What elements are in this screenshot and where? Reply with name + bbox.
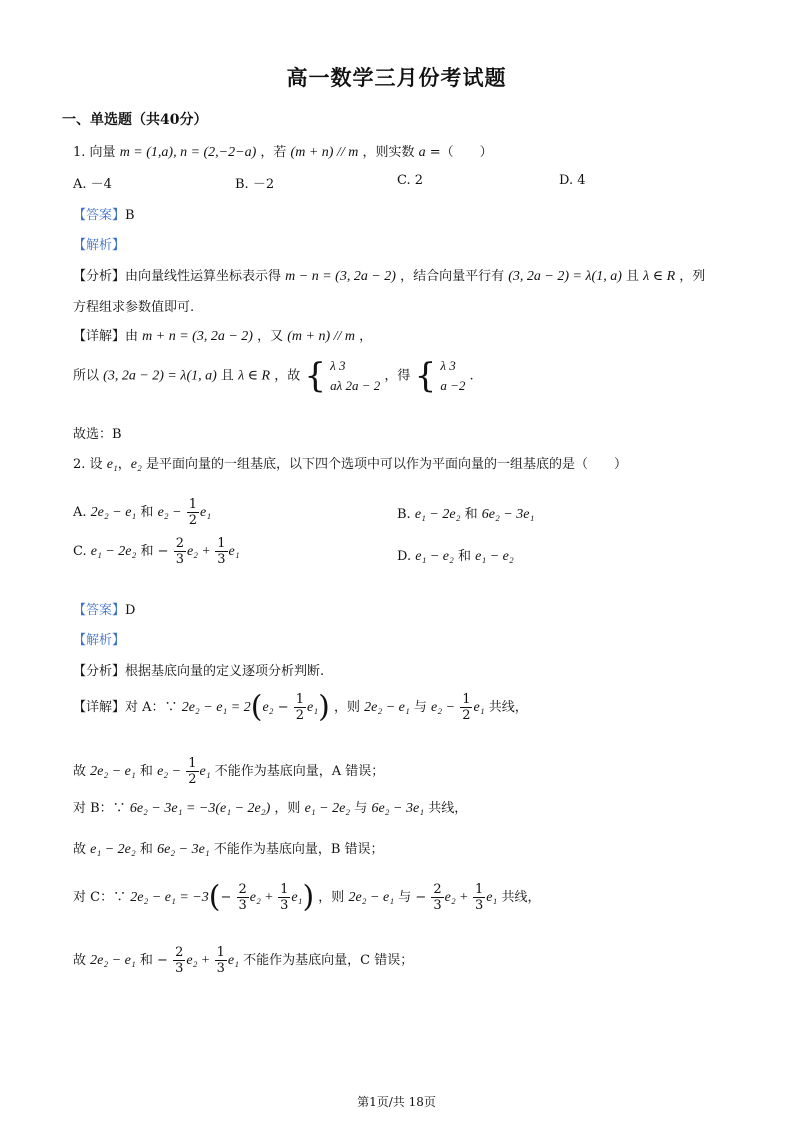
- q1-xiangjie: 【详解】由 m + n = (3, 2a − 2) ，又 (m + n) // m ，: [73, 329, 373, 344]
- q2-analysis-tag: 【解析】: [73, 633, 126, 648]
- equation-system-2: λ 3 a −2: [440, 358, 466, 393]
- q2-option-b: B. e₁ − 2e₂ 和 6e₂ − 3e₁: [397, 507, 535, 522]
- q2-option-a: A. 2e₂ − e₁ 和 e₂ − $\frac{1}{2}$ e₁: [73, 497, 212, 528]
- q2-answer: 【答案】D: [73, 603, 136, 618]
- q1-option-c: C. 2: [397, 173, 424, 188]
- equation-system-1: λ 3 aλ 2a − 2: [330, 358, 381, 393]
- q1-fenxi: 【分析】由向量线性运算坐标表示得 m − n = (3, 2a − 2) ，结合向量平行有 (3, 2a − 2) = λ(1, a) 且 λ ∈ R ，列: [73, 269, 706, 284]
- q2-option-d: D. e₁ − e₂ 和 e₁ − e₂: [397, 549, 514, 564]
- q1-option-d: D. 4: [559, 173, 586, 188]
- q1-condition: (m + n) // m: [290, 145, 359, 160]
- q2-conclusion-c: 故 2e₂ − e₁ 和 − $\frac{2}{3}$ e₂ + $\frac{1}{3}$ e₁ 不能作为基底向量，C 错误；: [73, 945, 414, 976]
- q1-option-b: B. －2: [235, 177, 275, 192]
- q1-answer: 【答案】B: [73, 208, 135, 223]
- q2-conclusion-a: 故 2e₂ − e₁ 和 e₂ − $\frac{1}{2}$ e₁ 不能作为基底向量，A 错误；: [73, 756, 385, 787]
- section-heading: 一、单选题（共40分）: [62, 112, 208, 128]
- q2-detail-c: 对 C：∵ 2e₂ − e₁ = −3(− $\frac{2}{3}$ e₂ + $\frac{1}{3}$ e₁) ，则 2e₂ − e₁ 与 − $\frac{2}{3}$ e₂ + $\frac{1}{3}$ e₁ 共线，: [73, 879, 541, 915]
- page-footer: 第1页/共 18页: [357, 1095, 436, 1109]
- q2-stem: 2. 设 e₁，e₂ 是平面向量的一组基底，以下四个选项中可以作为平面向量的一组基底的是（ ）: [73, 457, 628, 472]
- q1-stem: 1. 向量 m = (1,a), n = (2,−2−a) ，若 (m + n) // m ，则实数 a =（ ）: [73, 145, 493, 160]
- q2-detail-b: 对 B：∵ 6e₂ − 3e₁ = −3(e₁ − 2e₂) ，则 e₁ − 2e₂ 与 6e₂ − 3e₁ 共线，: [73, 801, 468, 816]
- q1-fenxi-line2: 方程组求参数值即可.: [73, 300, 195, 315]
- q1-vectors: m = (1,a), n = (2,−2−a): [119, 145, 257, 160]
- page-title: 高一数学三月份考试题: [286, 65, 507, 90]
- q1-option-a: A. －4: [73, 177, 112, 192]
- q2-detail-a: 【详解】对 A：∵ 2e₂ − e₁ = 2(e₂ − $\frac{1}{2}$ e₁) ，则 2e₂ − e₁ 与 e₂ − $\frac{1}{2}$ e₁ 共线，: [73, 689, 528, 725]
- q1-choose: 故选：B: [73, 427, 122, 442]
- q2-conclusion-b: 故 e₁ − 2e₂ 和 6e₂ − 3e₁ 不能作为基底向量，B 错误；: [73, 842, 384, 857]
- q2-fenxi: 【分析】根据基底向量的定义逐项分析判断.: [73, 664, 325, 679]
- q2-option-c: C. e₁ − 2e₂ 和 − $\frac{2}{3}$ e₂ + $\frac{1}{3}$ e₁: [73, 536, 240, 567]
- q1-solution: 所以 (3, 2a − 2) = λ(1, a) 且 λ ∈ R ，故 { λ 3 aλ 2a − 2 ，得 { λ 3 a −2 .: [73, 356, 474, 396]
- q1-analysis-tag: 【解析】: [73, 238, 126, 253]
